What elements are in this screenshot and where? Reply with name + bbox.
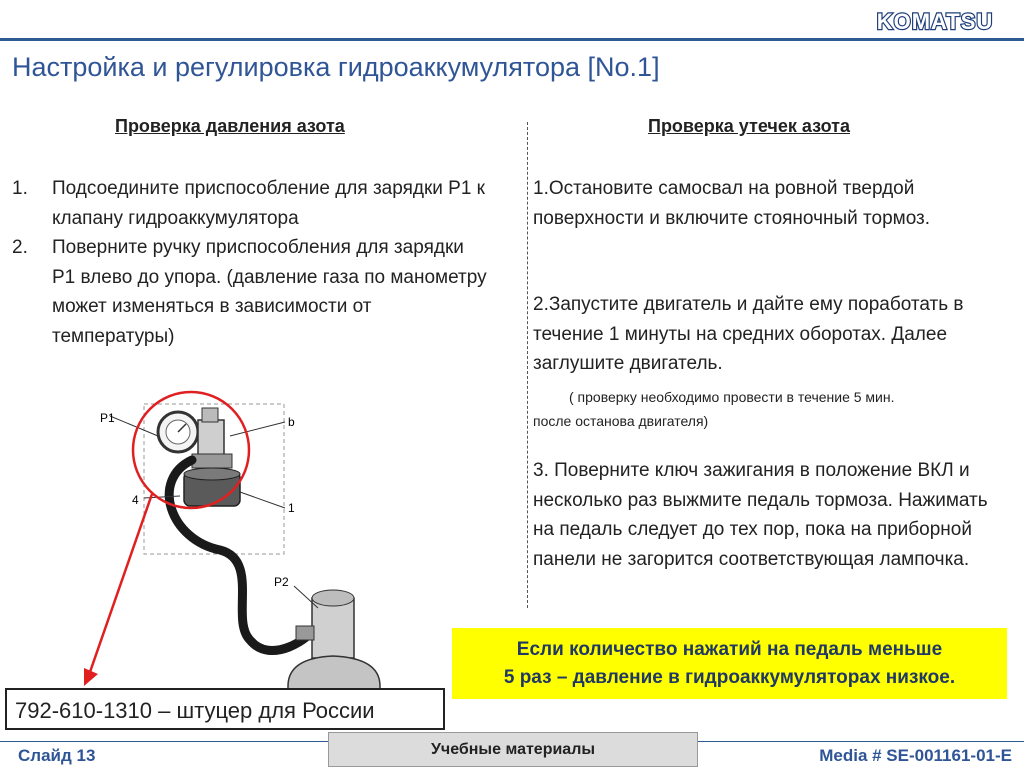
step-2-text: 2.Запустите двигатель и дайте ему поработать в течение 1 минуты на средних оборотах. Далее заглушите двигатель. (533, 294, 964, 374)
callout-line-2: 5 раз – давление в гидроаккумуляторах низкое. (503, 666, 956, 688)
left-heading: Проверка давления азота (115, 116, 345, 136)
callout-line-1: Если количество нажатий на педаль меньше (516, 638, 943, 660)
note-line-2: после останова двигателя) (533, 413, 709, 429)
item-number: 1. (12, 178, 28, 199)
label-b: b (288, 415, 295, 429)
part-number-box: 792-610-1310 – штуцер для России (5, 688, 445, 730)
logo-text: KOMATSU (876, 9, 994, 34)
warning-callout (452, 628, 1007, 699)
note-line-1: ( проверку необходимо провести в течение 5 мин. (569, 389, 895, 405)
slide-title: Настройка и регулировка гидроаккумулятора [No.1] (12, 52, 660, 82)
nitrogen-bottle-valve (312, 598, 354, 658)
item-text: Подсоедините приспособление для зарядки P1 к клапану гидроаккумулятора (52, 178, 485, 229)
red-arrow (90, 494, 152, 672)
komatsu-logo (855, 8, 1015, 34)
item-number: 2. (12, 237, 28, 258)
training-materials-label: Учебные материалы (328, 732, 698, 767)
step-3-text: 3. Поверните ключ зажигания в положение ВКЛ и несколько раз выжмите педаль тормоза. Нажимать на педаль следует до тех пор, пока на приборной панели не загорится соответствующая лампочка. (533, 460, 988, 570)
label-4: 4 (132, 493, 139, 507)
header-rule (0, 38, 1024, 41)
item-text: Поверните ручку приспособления для зарядки P1 влево до упора. (давление газа по манометру может изменяться в зависимости от температуры) (52, 237, 487, 347)
charging-tool-illustration (80, 390, 500, 710)
slide-number: Слайд 13 (18, 746, 96, 765)
step-2-note (533, 385, 1013, 433)
media-id: Media # SE-001161-01-E (819, 746, 1012, 765)
column-divider (527, 122, 528, 608)
label-p2: P2 (274, 575, 289, 589)
list-item (12, 233, 492, 351)
step-1-text: 1.Остановите самосвал на ровной твердой поверхности и включите стояночный тормоз. (533, 178, 931, 229)
left-instructions (12, 174, 492, 351)
list-item (12, 174, 492, 233)
label-p1: P1 (100, 411, 115, 425)
right-heading: Проверка утечек азота (648, 116, 850, 136)
label-1: 1 (288, 501, 295, 515)
